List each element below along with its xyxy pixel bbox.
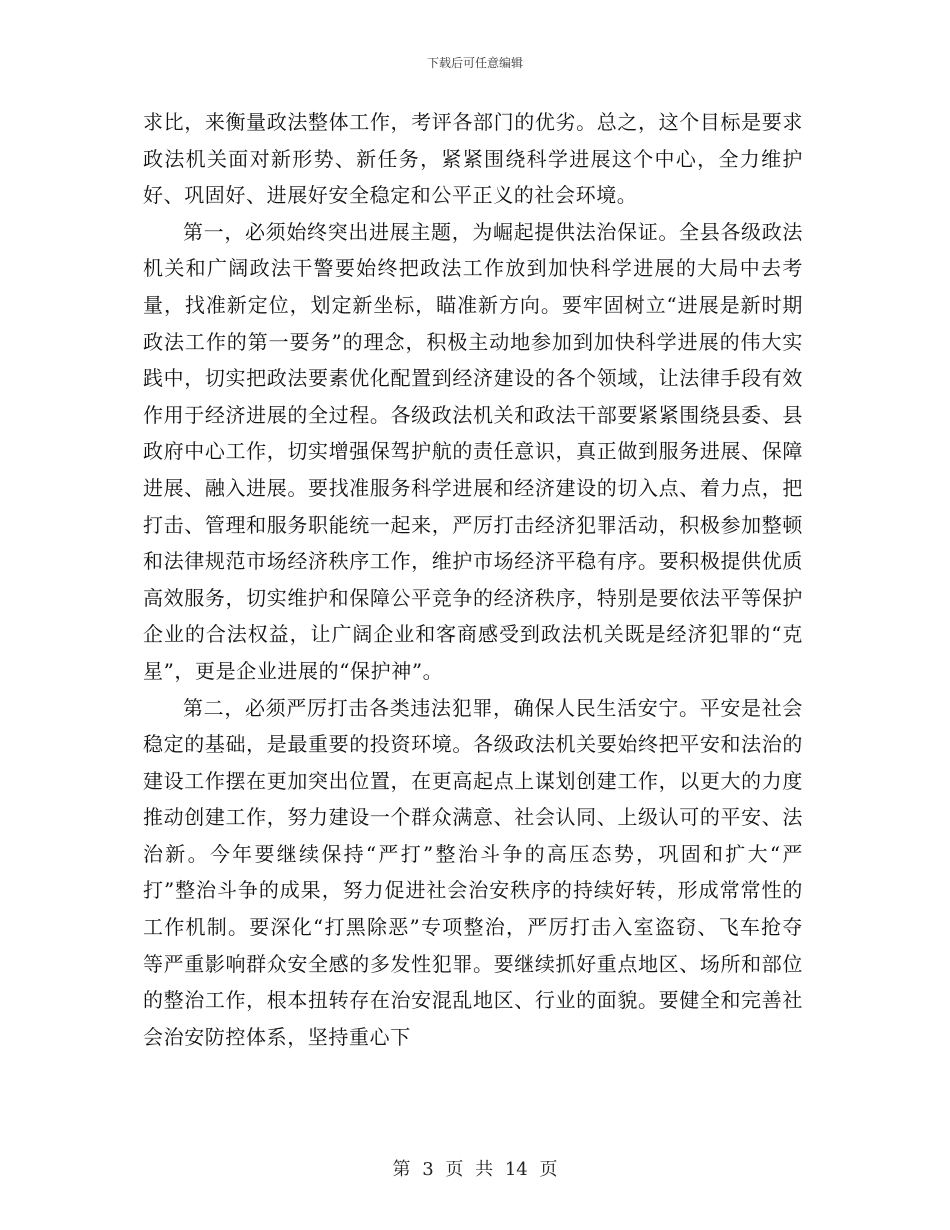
paragraph-second-point: 第二，必须严厉打击各类违法犯罪，确保人民生活安宁。平安是社会稳定的基础，是最重要的投资环境。各级政法机关要始终把平安和法治的建设工作摆在更加突出位置，在更高起点上谋划创建工作，以更大的力度推动创建工作，努力建设一个群众满意、社会认同、上级认可的平安、法治新。今年要继续保持“严打”整治斗争的高压态势，巩固和扩大“严打”整治斗争的成果，努力促进社会治安秩序的持续好转，形成常常性的工作机制。要深化“打黑除恶”专项整治，严厉打击入室盗窃、飞车抢夺等严重影响群众安全感的多发性犯罪。要继续抓好重点地区、场所和部位的整治工作，根本扭转存在治安混乱地区、行业的面貌。要健全和完善社会治安防控体系，坚持重心下	[143, 695, 803, 1049]
paragraph-first-point: 第一，必须始终突出进展主题，为崛起提供法治保证。全县各级政法机关和广阔政法干警要始终把政法工作放到加快科学进展的大局中去考量，找准新定位，划定新坐标，瞄准新方向。要牢固树立“进展是新时期政法工作的第一要务”的理念，积极主动地参加到加快科学进展的伟大实践中，切实把政法要素优化配置到经济建设的各个领域，让法律手段有效作用于经济进展的全过程。各级政法机关和政法干部要紧紧围绕县委、县政府中心工作，切实增强保驾护航的责任意识，真正做到服务进展、保障进展、融入进展。要找准服务科学进展和经济建设的切入点、着力点，把打击、管理和服务职能统一起来，严厉打击经济犯罪活动，积极参加整顿和法律规范市场经济秩序工作，维护市场经济平稳有序。要积极提供优质高效服务，切实维护和保障公平竞争的经济秩序，特别是要依法平等保护企业的合法权益，让广阔企业和客商感受到政法机关既是经济犯罪的“克星”，更是企业进展的“保护神”。	[143, 219, 803, 683]
document-body	[143, 104, 803, 1055]
page-number-footer: 第 3 页 共 14 页	[392, 1159, 558, 1180]
paragraph-continuation: 求比，来衡量政法整体工作，考评各部门的优劣。总之，这个目标是要求政法机关面对新形势、新任务，紧紧围绕科学进展这个中心，全力维护好、巩固好、进展好安全稳定和公平正义的社会环境。	[143, 110, 803, 208]
page-header: 下载后可任意编辑	[426, 56, 523, 70]
